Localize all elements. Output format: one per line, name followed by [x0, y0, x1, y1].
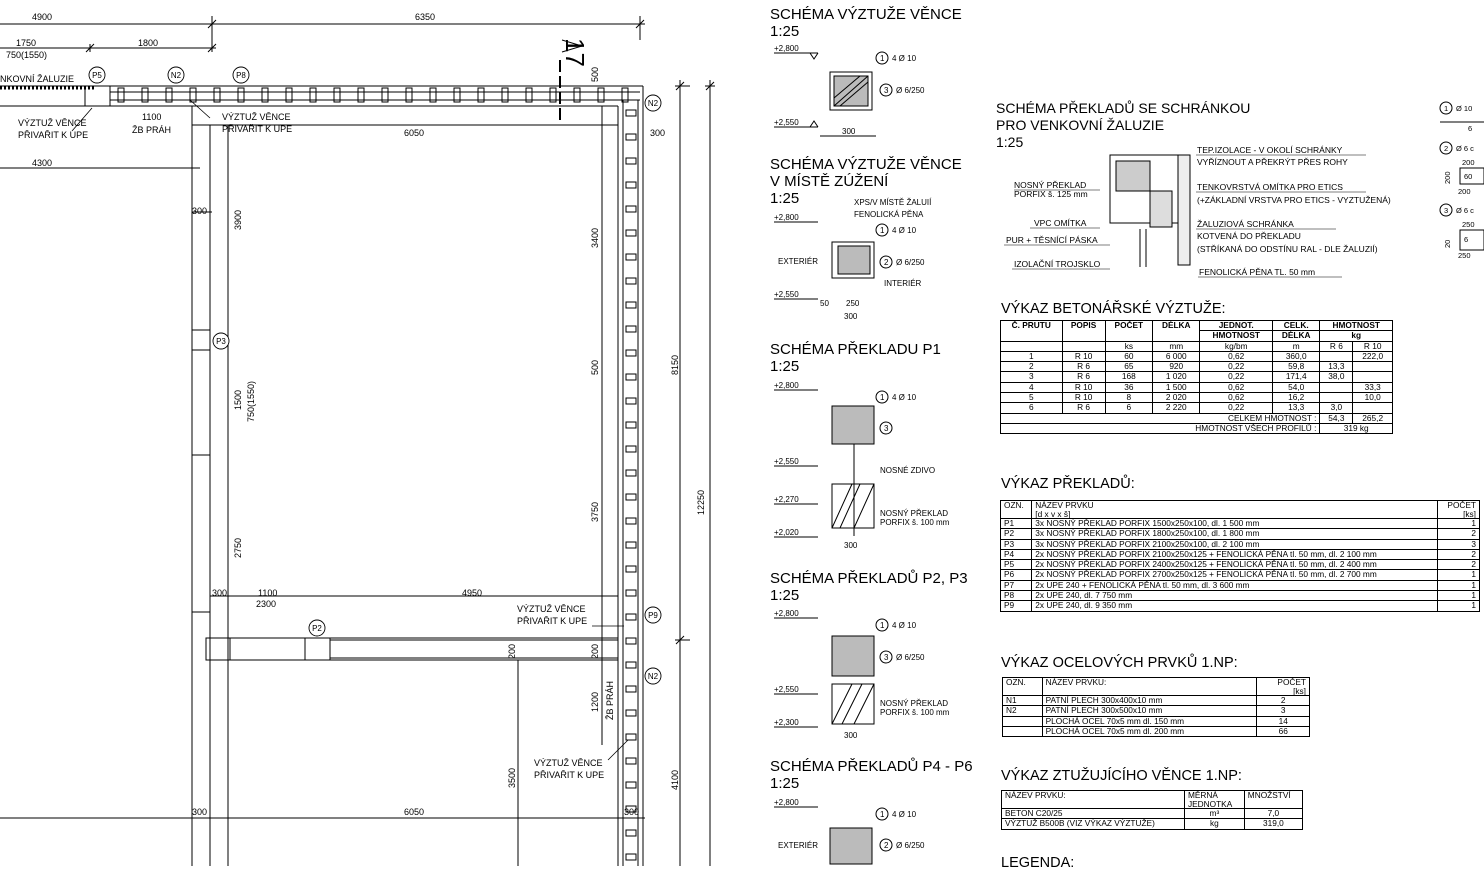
svg-text:3: 3: [884, 424, 889, 433]
beam-tick: [626, 566, 636, 572]
svg-text:+2,800: +2,800: [774, 798, 799, 807]
preklady-cell-ozn: P5: [1001, 560, 1032, 570]
svg-text:+2,550: +2,550: [774, 118, 799, 127]
dim-4300: 4300: [32, 158, 53, 168]
svg-text:PORFIX š. 100 mm: PORFIX š. 100 mm: [880, 518, 950, 527]
svg-text:(STŘÍKANÁ DO ODSTÍNU RAL - DLE: (STŘÍKANÁ DO ODSTÍNU RAL - DLE ŽALUZIÍ): [1197, 244, 1378, 254]
svg-text:PUR + TĚSNÍCÍ PÁSKA: PUR + TĚSNÍCÍ PÁSKA: [1006, 235, 1098, 245]
dim-200-b: 200: [590, 643, 600, 659]
vyztuz-cell-j: 0,22: [1200, 403, 1273, 413]
preklady-cell-pocet: 1: [1438, 570, 1480, 580]
vyztuz-cell-p: R 6: [1062, 362, 1105, 372]
schema-1-title: SCHÉMA VÝZTUŽE VĚNCE 1:25: [770, 6, 962, 40]
dim-4900: 4900: [32, 12, 53, 22]
dim-1500: 1500: [233, 389, 243, 410]
svg-text:+2,270: +2,270: [774, 495, 799, 504]
label-vyztuz-4b: PŘIVAŘIT K UPE: [534, 770, 605, 780]
svg-text:PORFIX š. 125 mm: PORFIX š. 125 mm: [1014, 189, 1088, 199]
marker-p5-label: P5: [92, 71, 102, 80]
beam-tick: [626, 830, 636, 836]
svg-text:Ø 6/250: Ø 6/250: [896, 841, 925, 850]
svg-text:Ø 10: Ø 10: [1456, 104, 1473, 113]
dim-200-a: 200: [507, 643, 517, 659]
section-mark-label: 17: [560, 38, 590, 67]
schema-3-drawing: [770, 376, 970, 556]
label-zaluzie: NKOVNÍ ŽALUZIE: [0, 74, 75, 84]
dim-1200: 1200: [590, 691, 600, 712]
svg-text:4 Ø 10: 4 Ø 10: [892, 54, 917, 63]
svg-text:+2,550: +2,550: [774, 685, 799, 694]
vyztuz-cell-n: 8: [1105, 393, 1152, 403]
preklady-cell-nazev: 2x UPE 240, dl. 7 750 mm: [1032, 591, 1438, 601]
svg-text:+2,800: +2,800: [774, 609, 799, 618]
svg-text:1: 1: [880, 226, 885, 235]
svg-text:NOSNÝ PŘEKLAD: NOSNÝ PŘEKLAD: [1014, 180, 1087, 190]
vyztuz-cell-p: R 6: [1062, 403, 1105, 413]
schema-4-title: SCHÉMA PŘEKLADŮ P2, P3 1:25: [770, 570, 968, 604]
ocel-row: [1003, 716, 1310, 726]
vyztuz-cell-r10: [1353, 372, 1393, 382]
svg-text:4 Ø 10: 4 Ø 10: [892, 810, 917, 819]
vyztuz-cell-p: R 10: [1062, 393, 1105, 403]
vyztuz-cell-r10: 10,0: [1353, 393, 1393, 403]
dim-1800: 1800: [138, 38, 159, 48]
vyztuz-cell-l: 59,8: [1273, 362, 1320, 372]
vyztuz-cell-r10: 222,0: [1353, 351, 1393, 361]
beam-tick: [626, 470, 636, 476]
ocel-cell-nazev: PATNÍ PLECH 300x400x10 mm: [1042, 696, 1257, 706]
svg-text:VPC OMÍTKA: VPC OMÍTKA: [1034, 218, 1087, 228]
vyztuz-cell-r6: [1320, 393, 1353, 403]
svg-text:Ø 6/250: Ø 6/250: [896, 86, 925, 95]
svg-text:200: 200: [1443, 171, 1452, 184]
venec-cell-jednotka: m³: [1184, 809, 1244, 819]
legenda-title: LEGENDA:: [1001, 855, 1075, 871]
vyztuz-cell-d: 6 000: [1153, 351, 1200, 361]
svg-text:4 Ø 10: 4 Ø 10: [892, 226, 917, 235]
vyztuz-cell-r10: [1353, 403, 1393, 413]
svg-text:4 Ø 10: 4 Ø 10: [892, 393, 917, 402]
marker-p9-label: P9: [648, 611, 658, 620]
vyztuz-row: [1001, 382, 1393, 392]
dim-6050-top: 6050: [404, 128, 425, 138]
svg-text:EXTERIÉR: EXTERIÉR: [778, 841, 819, 850]
preklady-cell-ozn: P8: [1001, 591, 1032, 601]
label-vyztuz-3b: PŘIVAŘIT K UPE: [517, 616, 588, 626]
dim-12250: 12250: [696, 489, 706, 515]
dim-3400: 3400: [590, 227, 600, 248]
svg-text:300: 300: [842, 127, 856, 136]
beam-tick: [626, 182, 636, 188]
label-vyztuz-1a: VÝZTUŽ VĚNCE: [18, 118, 87, 128]
preklady-cell-pocet: 2: [1438, 549, 1480, 559]
schema-3-title: SCHÉMA PŘEKLADU P1 1:25: [770, 341, 941, 375]
preklady-cell-pocet: 1: [1438, 601, 1480, 611]
vyztuz-cell-d: 1 020: [1153, 372, 1200, 382]
preklady-row: [1001, 549, 1480, 559]
dim-300-br: 300: [624, 807, 640, 817]
svg-text:200: 200: [1458, 187, 1471, 196]
dim-750-1550: 750(1550): [6, 50, 48, 60]
vyztuz-cell-l: 16,2: [1273, 393, 1320, 403]
preklady-table: OZN. NÁZEV PRVKU [d x v x š] POČET [ks] P1 3x NOSNÝ PŘEKLAD PORFIX 1500x250x100, dl. 1 500 mm 1 P2 3x NOSNÝ PŘEKLAD PORFIX 1800x250x100, dl. 1 800 mm 2 P3 3x NOSNÝ PŘEKLAD PORFIX 2100x250x100, dl. 2 100 mm 3 P4 2x NOSNÝ PŘEKLAD PORFIX 2100x250x125 + FENOLICKÁ PĚNA tl. 50 mm, dl. 2 100 mm 2 P5 2x NOSNÝ PŘEKLAD PORFIX 2400x250x125 + FENOLICKÁ PĚNA tl. 50 mm, dl. 2 400 mm 2 P6 2x NOSNÝ PŘEKLAD PORFIX 2700x250x125 + FENOLICKÁ PĚNA tl. 50 mm, dl. 2 700 mm 1 P7 2x UPE 240 + FENOLICKÁ PĚNA tl. 50 mm, dl. 3 600 mm 1 P8 2x UPE 240, dl. 7 750 mm 1 P9 2x UPE 240, dl. 9 350 mm 1: [1000, 500, 1480, 612]
vyztuz-cell-n: 60: [1105, 351, 1152, 361]
vyztuz-cell-j: 0,62: [1200, 393, 1273, 403]
vyztuz-cell-r6: [1320, 351, 1353, 361]
svg-text:+2,300: +2,300: [774, 718, 799, 727]
beam-tick: [626, 854, 636, 860]
beam-tick: [626, 326, 636, 332]
preklady-cell-nazev: 3x NOSNÝ PŘEKLAD PORFIX 1800x250x100, dl. 1 800 mm: [1032, 529, 1438, 539]
beam-tick: [626, 734, 636, 740]
ocel-row: [1003, 706, 1310, 716]
preklady-row: [1001, 560, 1480, 570]
beam-tick: [626, 374, 636, 380]
beam-tick: [626, 662, 636, 668]
vyztuz-cell-p: R 6: [1062, 372, 1105, 382]
schema-2-drawing: [770, 196, 970, 326]
svg-text:4 Ø 10: 4 Ø 10: [892, 621, 917, 630]
schema-5-drawing: [770, 794, 970, 866]
dim-1100-b: 1100: [258, 588, 278, 598]
beam-tick: [626, 206, 636, 212]
dim-4950: 4950: [462, 588, 483, 598]
svg-text:1: 1: [1444, 104, 1449, 113]
vyztuz-cell-p: R 10: [1062, 382, 1105, 392]
vyztuz-cell-n: 6: [1105, 403, 1152, 413]
dim-2300: 2300: [256, 599, 277, 609]
preklady-cell-ozn: P3: [1001, 539, 1032, 549]
vyztuz-cell-d: 2 020: [1153, 393, 1200, 403]
schema-1-drawing: [770, 40, 970, 140]
preklady-cell-nazev: 2x NOSNÝ PŘEKLAD PORFIX 2100x250x125 + FENOLICKÁ PĚNA tl. 50 mm, dl. 2 100 mm: [1032, 549, 1438, 559]
vyztuz-cell-r10: [1353, 362, 1393, 372]
vyztuz-cell-r10: 33,3: [1353, 382, 1393, 392]
ocel-row: [1003, 726, 1310, 736]
vyztuz-cell-c: 5: [1001, 393, 1063, 403]
svg-text:IZOLAČNÍ TROJSKLO: IZOLAČNÍ TROJSKLO: [1014, 259, 1101, 269]
svg-text:3: 3: [1444, 206, 1449, 215]
preklady-cell-ozn: P1: [1001, 519, 1032, 529]
beam-tick: [626, 302, 636, 308]
dim-300-bl: 300: [192, 807, 208, 817]
beam-tick: [626, 350, 636, 356]
marker-n2b-label: N2: [647, 99, 659, 108]
schema-2-title: SCHÉMA VÝZTUŽE VĚNCE V MÍSTĚ ZÚŽENÍ 1:25: [770, 156, 962, 207]
svg-text:FENOLICKÁ PĚNA TL. 50 mm: FENOLICKÁ PĚNA TL. 50 mm: [1199, 267, 1316, 277]
venec-row: [1002, 819, 1303, 829]
vyztuz-row: [1001, 351, 1393, 361]
beam-tick: [626, 782, 636, 788]
dim-1100-top: 1100: [142, 112, 162, 122]
vyztuz-row: [1001, 362, 1393, 372]
svg-text:2: 2: [884, 258, 889, 267]
svg-text:6: 6: [1464, 235, 1469, 244]
svg-text:300: 300: [844, 312, 858, 321]
vyztuz-cell-l: 13,3: [1273, 403, 1320, 413]
preklady-row: [1001, 570, 1480, 580]
svg-text:INTERIÉR: INTERIÉR: [884, 279, 922, 288]
marker-p8-label: P8: [236, 71, 246, 80]
dim-8150: 8150: [670, 354, 680, 375]
schema-5-title: SCHÉMA PŘEKLADŮ P4 - P6 1:25: [770, 758, 973, 792]
svg-text:VYŘÍZNOUT A PŘEKRÝT PŘES ROHY: VYŘÍZNOUT A PŘEKRÝT PŘES ROHY: [1197, 157, 1348, 167]
beam-tick: [626, 446, 636, 452]
preklady-cell-pocet: 1: [1438, 591, 1480, 601]
vyztuz-row: [1001, 393, 1393, 403]
vyztuz-cell-c: 3: [1001, 372, 1063, 382]
svg-text:1: 1: [880, 54, 885, 63]
venec-cell-mnozstvi: 7,0: [1244, 809, 1302, 819]
vyztuz-cell-r6: 13,3: [1320, 362, 1353, 372]
svg-text:20: 20: [1443, 239, 1452, 248]
vyztuz-title: VÝKAZ BETONÁŘSKÉ VÝZTUŽE:: [1001, 301, 1226, 317]
svg-text:+2,550: +2,550: [774, 290, 799, 299]
preklady-cell-pocet: 1: [1438, 519, 1480, 529]
label-vyztuz-2b: PŘIVAŘIT K UPE: [222, 124, 293, 134]
svg-text:+2,800: +2,800: [774, 381, 799, 390]
vyztuz-cell-l: 171,4: [1273, 372, 1320, 382]
vyztuz-cell-d: 2 220: [1153, 403, 1200, 413]
venec-row: [1002, 809, 1303, 819]
vyztuz-cell-n: 36: [1105, 382, 1152, 392]
vyztuz-cell-n: 168: [1105, 372, 1152, 382]
preklady-cell-nazev: 2x UPE 240 + FENOLICKÁ PĚNA tl. 50 mm, dl. 3 600 mm: [1032, 580, 1438, 590]
vyztuz-cell-d: 1 500: [1153, 382, 1200, 392]
dim-300-a: 300: [212, 588, 228, 598]
svg-text:TENKOVRSTVÁ OMÍTKA PRO ETICS: TENKOVRSTVÁ OMÍTKA PRO ETICS: [1197, 182, 1343, 192]
preklady-cell-ozn: P9: [1001, 601, 1032, 611]
beam-tick: [626, 398, 636, 404]
beam-tick: [626, 134, 636, 140]
preklady-cell-ozn: P2: [1001, 529, 1032, 539]
dim-750-1550-v: 750(1550): [246, 380, 256, 422]
vyztuz-cell-c: 4: [1001, 382, 1063, 392]
label-vyztuz-1b: PŘIVAŘIT K UPE: [18, 130, 89, 140]
preklady-cell-nazev: 2x NOSNÝ PŘEKLAD PORFIX 2700x250x125 + FENOLICKÁ PĚNA tl. 50 mm, dl. 2 700 mm: [1032, 570, 1438, 580]
vyztuz-cell-d: 920: [1153, 362, 1200, 372]
svg-text:3: 3: [884, 653, 889, 662]
preklady-cell-ozn: P7: [1001, 580, 1032, 590]
dim-300-right: 300: [650, 128, 666, 138]
svg-text:250: 250: [1462, 220, 1475, 229]
beam-tick: [626, 638, 636, 644]
label-zb-prah: ŽB PRÁH: [132, 125, 172, 135]
preklady-row: [1001, 591, 1480, 601]
preklady-cell-ozn: P6: [1001, 570, 1032, 580]
schranka-title: SCHÉMA PŘEKLADŮ SE SCHRÁNKOU PRO VENKOVNÍ ŽALUZIE 1:25: [996, 100, 1251, 150]
preklady-row: [1001, 539, 1480, 549]
svg-text:NOSNÝ PŘEKLAD: NOSNÝ PŘEKLAD: [880, 509, 949, 518]
schranka-drawing: [1000, 145, 1420, 285]
label-vyztuz-2a: VÝZTUŽ VĚNCE: [222, 112, 291, 122]
marker-p3-label: P3: [216, 337, 226, 346]
svg-text:Ø 6 c: Ø 6 c: [1456, 144, 1474, 153]
beam-tick: [626, 710, 636, 716]
venec-table: NÁZEV PRVKU: MĚRNÁ JEDNOTKA MNOŽSTVÍ BETON C20/25 m³ 7,0 VÝZTUŽ B500B (VIZ VÝKAZ VÝZTUŽE) kg 319,0: [1001, 790, 1303, 830]
svg-text:+2,800: +2,800: [774, 44, 799, 53]
dim-6050-bottom: 6050: [404, 807, 425, 817]
preklady-row: [1001, 580, 1480, 590]
marker-n2c-label: N2: [647, 672, 659, 681]
vyztuz-cell-r6: 3,0: [1320, 403, 1353, 413]
dim-6350: 6350: [415, 12, 436, 22]
ocel-cell-pocet: 14: [1257, 716, 1310, 726]
preklady-cell-pocet: 1: [1438, 580, 1480, 590]
beam-tick: [626, 542, 636, 548]
dim-500-mid: 500: [590, 359, 600, 375]
preklady-cell-pocet: 2: [1438, 529, 1480, 539]
svg-text:(+ZÁKLADNÍ VRSTVA PRO ETICS -: (+ZÁKLADNÍ VRSTVA PRO ETICS - VYZTUŽENÁ): [1197, 195, 1391, 205]
ocel-cell-ozn: [1003, 726, 1043, 736]
preklady-cell-pocet: 3: [1438, 539, 1480, 549]
vyztuz-cell-j: 0,22: [1200, 372, 1273, 382]
preklady-cell-nazev: 3x NOSNÝ PŘEKLAD PORFIX 1500x250x100, dl. 1 500 mm: [1032, 519, 1438, 529]
svg-text:1: 1: [880, 393, 885, 402]
ocel-cell-pocet: 2: [1257, 696, 1310, 706]
preklady-row: [1001, 529, 1480, 539]
svg-text:1: 1: [880, 621, 885, 630]
preklady-cell-ozn: P4: [1001, 549, 1032, 559]
vyztuz-row: [1001, 372, 1393, 382]
vyztuz-cell-j: 0,22: [1200, 362, 1273, 372]
dim-2750: 2750: [233, 537, 243, 558]
preklady-cell-pocet: 2: [1438, 560, 1480, 570]
preklady-cell-nazev: 2x NOSNÝ PŘEKLAD PORFIX 2400x250x125 + FENOLICKÁ PĚNA tl. 50 mm, dl. 2 400 mm: [1032, 560, 1438, 570]
vyztuz-cell-j: 0,62: [1200, 351, 1273, 361]
vyztuz-cell-c: 2: [1001, 362, 1063, 372]
svg-text:Ø 6/250: Ø 6/250: [896, 653, 925, 662]
vyztuz-table: Č. PRUTU POPIS POČET DÉLKA JEDNOT. CELK. HMOTNOST HMOTNOST DÉLKA kg ks mm kg/bm m R 6 R 10 1 R 10 60 6 000 0,62 360,0 222,0 2 R 6 65 920 0,22 59,8 13,3 3 R 6 168 1 020 0,22 171,4 38,0 4 R 10 36 1 500 0,62 54,0 33,3 5 R 10 8 2 020 0,62 16,2 10,0 6 R 6 6 2 220 0,22 13,3 3,0 CELKEM HMOTNOST : 54,3 265,2 HMOTNOST VŠECH PROFILŮ : 319 kg: [1000, 320, 1393, 434]
venec-title: VÝKAZ ZTUŽUJÍCÍHO VĚNCE 1.NP:: [1001, 768, 1242, 784]
svg-text:1: 1: [880, 810, 885, 819]
svg-text:XPS/V MÍSTĚ ŽALUIÍ: XPS/V MÍSTĚ ŽALUIÍ: [854, 198, 932, 207]
preklady-title: VÝKAZ PŘEKLADŮ:: [1001, 476, 1135, 492]
beam-tick: [626, 518, 636, 524]
preklady-cell-nazev: 2x UPE 240, dl. 9 350 mm: [1032, 601, 1438, 611]
dim-500-top: 500: [590, 66, 600, 82]
ocel-cell-nazev: PLOCHÁ OCEL 70x5 mm dl. 200 mm: [1042, 726, 1257, 736]
svg-text:+2,550: +2,550: [774, 457, 799, 466]
svg-text:+2,800: +2,800: [774, 213, 799, 222]
svg-text:NOSNÝ PŘEKLAD: NOSNÝ PŘEKLAD: [880, 699, 949, 708]
svg-text:ŽALUZIOVÁ SCHRÁNKA: ŽALUZIOVÁ SCHRÁNKA: [1197, 219, 1294, 229]
beam-tick: [626, 230, 636, 236]
vyztuz-cell-r6: [1320, 382, 1353, 392]
marker-n2a-label: N2: [170, 71, 182, 80]
beam-tick: [626, 110, 636, 116]
svg-text:Ø 6/250: Ø 6/250: [896, 258, 925, 267]
beam-tick: [626, 278, 636, 284]
ocel-cell-ozn: [1003, 716, 1043, 726]
svg-text:TEP.IZOLACE - V OKOLÍ SCHRÁNKY: TEP.IZOLACE - V OKOLÍ SCHRÁNKY: [1197, 145, 1343, 155]
beam-tick: [626, 686, 636, 692]
dim-300-left: 300: [192, 206, 208, 216]
dim-4100: 4100: [670, 769, 680, 790]
ocel-cell-ozn: N1: [1003, 696, 1043, 706]
svg-text:KOTVENÁ DO PŘEKLADU: KOTVENÁ DO PŘEKLADU: [1197, 231, 1301, 241]
ocel-title: VÝKAZ OCELOVÝCH PRVKŮ 1.NP:: [1001, 655, 1238, 671]
vyztuz-cell-r6: 38,0: [1320, 372, 1353, 382]
ocel-table: OZN. NÁZEV PRVKU: POČET [ks] N1 PATNÍ PLECH 300x400x10 mm 2 N2 PATNÍ PLECH 300x500x10 mm 3 PLOCHÁ OCEL 70x5 mm dl. 150 mm 14 PLOCHÁ OCEL 70x5 mm dl. 200 mm 66: [1002, 677, 1310, 737]
label-vyztuz-3a: VÝZTUŽ VĚNCE: [517, 604, 586, 614]
vyztuz-cell-l: 360,0: [1273, 351, 1320, 361]
ocel-cell-pocet: 66: [1257, 726, 1310, 736]
beam-tick: [626, 422, 636, 428]
ocel-cell-nazev: PLOCHÁ OCEL 70x5 mm dl. 150 mm: [1042, 716, 1257, 726]
beam-tick: [626, 254, 636, 260]
svg-text:3: 3: [884, 86, 889, 95]
svg-text:300: 300: [844, 731, 858, 740]
bar-shapes: [1436, 96, 1484, 266]
svg-text:250: 250: [1458, 251, 1471, 260]
vyztuz-row: [1001, 403, 1393, 413]
venec-cell-nazev: VÝZTUŽ B500B (VIZ VÝKAZ VÝZTUŽE): [1002, 819, 1185, 829]
preklady-row: [1001, 601, 1480, 611]
svg-text:50: 50: [820, 299, 829, 308]
svg-text:250: 250: [846, 299, 860, 308]
svg-text:200: 200: [1462, 158, 1475, 167]
venec-cell-nazev: BETON C20/25: [1002, 809, 1185, 819]
dim-3750: 3750: [590, 501, 600, 522]
ocel-cell-pocet: 3: [1257, 706, 1310, 716]
vyztuz-cell-p: R 10: [1062, 351, 1105, 361]
vyztuz-cell-c: 1: [1001, 351, 1063, 361]
schema-4-drawing: [770, 604, 970, 754]
vyztuz-cell-c: 6: [1001, 403, 1063, 413]
svg-text:6: 6: [1468, 124, 1473, 133]
beam-tick: [626, 614, 636, 620]
beam-tick: [626, 590, 636, 596]
beam-tick: [626, 758, 636, 764]
venec-cell-jednotka: kg: [1184, 819, 1244, 829]
svg-text:300: 300: [844, 541, 858, 550]
svg-text:+2,020: +2,020: [774, 528, 799, 537]
label-zb-prah-v: ŽB PRÁH: [605, 680, 615, 720]
ocel-cell-nazev: PATNÍ PLECH 300x500x10 mm: [1042, 706, 1257, 716]
svg-text:NOSNÉ ZDIVO: NOSNÉ ZDIVO: [880, 466, 936, 475]
dim-3500: 3500: [507, 767, 517, 788]
label-vyztuz-4a: VÝZTUŽ VĚNCE: [534, 758, 603, 768]
ocel-cell-ozn: N2: [1003, 706, 1043, 716]
svg-text:EXTERIÉR: EXTERIÉR: [778, 257, 819, 266]
venec-cell-mnozstvi: 319,0: [1244, 819, 1302, 829]
preklady-cell-nazev: 3x NOSNÝ PŘEKLAD PORFIX 2100x250x100, dl. 2 100 mm: [1032, 539, 1438, 549]
dim-3900: 3900: [233, 209, 243, 230]
vyztuz-cell-j: 0,62: [1200, 382, 1273, 392]
svg-text:FENOLICKÁ PĚNA: FENOLICKÁ PĚNA: [854, 210, 924, 219]
svg-text:60: 60: [1464, 172, 1473, 181]
svg-text:Ø 6 c: Ø 6 c: [1456, 206, 1474, 215]
vyztuz-cell-n: 65: [1105, 362, 1152, 372]
svg-text:2: 2: [1444, 144, 1449, 153]
svg-text:PORFIX š. 100 mm: PORFIX š. 100 mm: [880, 708, 950, 717]
vyztuz-cell-l: 54,0: [1273, 382, 1320, 392]
ocel-row: [1003, 696, 1310, 706]
beam-tick: [626, 158, 636, 164]
dim-1750: 1750: [16, 38, 37, 48]
preklady-row: [1001, 519, 1480, 529]
marker-p2-label: P2: [312, 624, 322, 633]
beam-tick: [626, 494, 636, 500]
svg-text:2: 2: [884, 841, 889, 850]
